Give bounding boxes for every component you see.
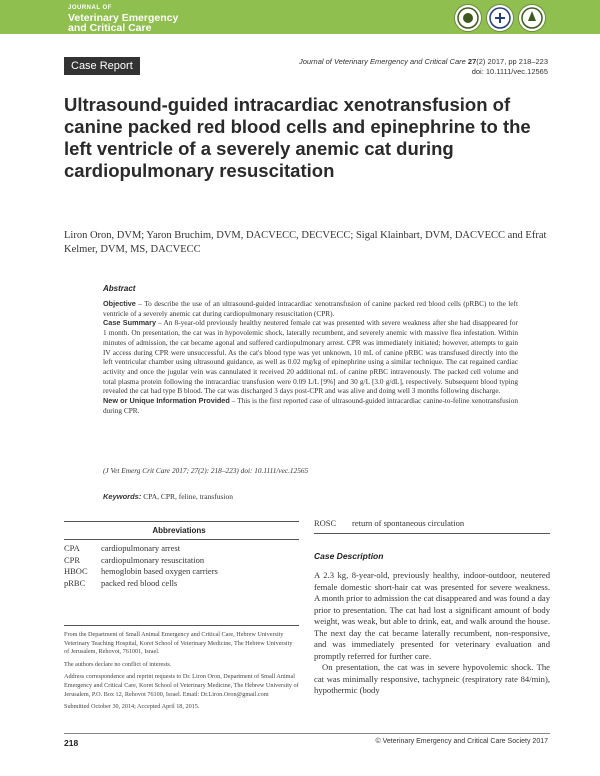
authors: Liron Oron, DVM; Yaron Bruchim, DVM, DACVECC, DECVECC; Sigal Klainbart, DVM, DACVECC and Efrat Kelmer, DVM, MS, DACVECC bbox=[64, 230, 547, 255]
case-report-badge: Case Report bbox=[64, 57, 140, 75]
page-number: 218 bbox=[64, 738, 79, 748]
acvecc-seal-icon bbox=[520, 6, 544, 30]
abbreviations-top-rule bbox=[64, 521, 299, 522]
citation-doi: doi: 10.1111/vec.12565 bbox=[471, 67, 548, 76]
article-title: Ultrasound-guided intracardiac xenotransfusion of canine packed red blood cells and epinephrine to the left ventricle of a severely anemic cat during cardiopulmonary resuscitation bbox=[64, 94, 531, 181]
correspondence-footnote: Address correspondence and reprint requests to Dr. Liron Oron, Department of Small Animal Emergency and Critical Care, Koret School of Veterinary Medicine, The Hebrew University of Jerusalem, P.O. Box 12, Rehovot 76100, Israel. Email: Dr.Liron.Oron@gmail.com bbox=[64, 673, 299, 698]
objective-text: – To describe the use of an ultrasound-guided intracardiac xenotransfusion of canine packed red blood cells (pRBC) to the left ventricle of a severely anemic cat during cardiopulmonary resuscitation (CPR). bbox=[103, 299, 518, 318]
case-summary-label: Case Summary bbox=[103, 318, 157, 328]
abbreviation-item: pRBC packed red blood cells bbox=[64, 577, 178, 588]
conflict-footnote: The authors declare no conflict of interests. bbox=[64, 660, 172, 668]
new-info-label: New or Unique Information Provided bbox=[103, 396, 230, 406]
citation-journal: Journal of Veterinary Emergency and Critical Care bbox=[298, 57, 466, 66]
new-info-text: – This is the first reported case of ultrasound-guided intracardiac canine-to-feline xenotransfusion during CPR. bbox=[103, 396, 518, 415]
journal-title-line1: JOURNAL OF bbox=[68, 5, 112, 11]
case-description-body bbox=[314, 570, 550, 697]
footnote-rule bbox=[64, 625, 299, 626]
keywords-label: Keywords: bbox=[103, 492, 142, 501]
abbreviation-item: CPA cardiopulmonary arrest bbox=[64, 543, 181, 553]
abstract-citation: (J Vet Emerg Crit Care 2017; 27(2): 218–223) doi: 10.1111/vec.12565 bbox=[103, 466, 309, 475]
affiliation-footnote: From the Department of Small Animal Emergency and Critical Care, Hebrew University Veterinary Teaching Hospital, Koret School of Veterinary Medicine, The Hebrew University of Jerusalem, Rehovot, 761001, Israel. bbox=[64, 631, 293, 656]
footnotes bbox=[64, 631, 299, 716]
abstract-heading: Abstract bbox=[103, 284, 136, 293]
abstract-body bbox=[103, 299, 518, 415]
case-summary-text: – An 8-year-old previously healthy neutered female cat was presented with severe weakness after she had disappeared for 1 month. On presentation, the cat was in hypovolemic shock, laterally recumbent, and severely anemic with massive flea infestation. Within minutes of admission, the cat became agonal and suffered cardiopulmonary arrest. CPR was immediately initiated; however, attempts to gain IV access during CPR were unsuccessful. As the cat's blood type was yet unknown, 10 mL of canine pRBC was transfused directly into the left ventricular chamber using ultrasound guidance, as well as 0.02 mg/kg of epinephrine using a similar technique. The cat regained cardiac activity and once the jugular vein was cannulated it received 20 additional mL of canine pRBC intravenously. The packed cell volume and total plasma protein following the intracardiac transfusion were 0.09 L/L [9%] and 30 g/L [3.0 g/dL], respectively. Subsequent blood typing revealed the cat had type B blood. The cat was discharged 3 days post-CPR and was alive and doing well 3 months following discharge. bbox=[103, 318, 518, 396]
copyright: © Veterinary Emergency and Critical Care Society 2017 bbox=[375, 738, 548, 745]
citation-volume: 27 bbox=[467, 57, 477, 66]
citation bbox=[299, 57, 548, 77]
right-column-rule bbox=[314, 533, 550, 534]
abbreviation-item-rosc: ROSC return of spontaneous circulation bbox=[314, 518, 465, 528]
veccs-logo bbox=[454, 4, 482, 32]
footer-rule bbox=[64, 733, 550, 734]
case-description-paragraph-1: A 2.3 kg, 8-year-old, previously healthy, indoor-outdoor, neutered female domestic short-hair cat was presented for severe weakness. A month prior to admission the cat disappeared and was found a day prior to presentation. The cat had lost a significant amount of body weight, was weak, but able to drink, eat, and walk around the house. The next day the cat became laterally recumbent, non-responsive, and was immediately presented for veterinary evaluation and promptly referred for further care. bbox=[314, 570, 550, 661]
objective-label: Objective bbox=[103, 299, 136, 308]
keywords bbox=[103, 492, 233, 501]
society-logos bbox=[454, 4, 546, 32]
abbreviations-list bbox=[64, 543, 218, 589]
journal-title bbox=[68, 3, 178, 33]
eveccs-logo bbox=[486, 4, 514, 32]
eveccs-seal-icon bbox=[488, 6, 512, 30]
abbreviations-heading: Abbreviations bbox=[152, 526, 206, 535]
case-description-paragraph-2: On presentation, the cat was in severe hypovolemic shock. The cat was minimally responsive, tachypneic (respiratory rate 84/min), hypothermic (body bbox=[314, 662, 550, 695]
case-description-heading: Case Description bbox=[314, 551, 384, 561]
journal-title-line3: and Critical Care bbox=[68, 22, 152, 34]
keywords-text: CPA, CPR, feline, transfusion bbox=[141, 492, 233, 501]
submission-dates: Submitted October 30, 2014; Accepted April 18, 2015. bbox=[64, 703, 200, 711]
acvecc-logo bbox=[518, 4, 546, 32]
veccs-seal-icon bbox=[456, 6, 480, 30]
abbreviation-item: CPR cardiopulmonary resuscitation bbox=[64, 554, 205, 565]
citation-issue-pages: (2) 2017, pp 218–223 bbox=[476, 57, 548, 66]
journal-title-line2: Veterinary Emergency bbox=[68, 12, 179, 24]
abbreviation-item: HBOC hemoglobin based oxygen carriers bbox=[64, 566, 218, 576]
abbreviations-mid-rule bbox=[64, 539, 299, 540]
